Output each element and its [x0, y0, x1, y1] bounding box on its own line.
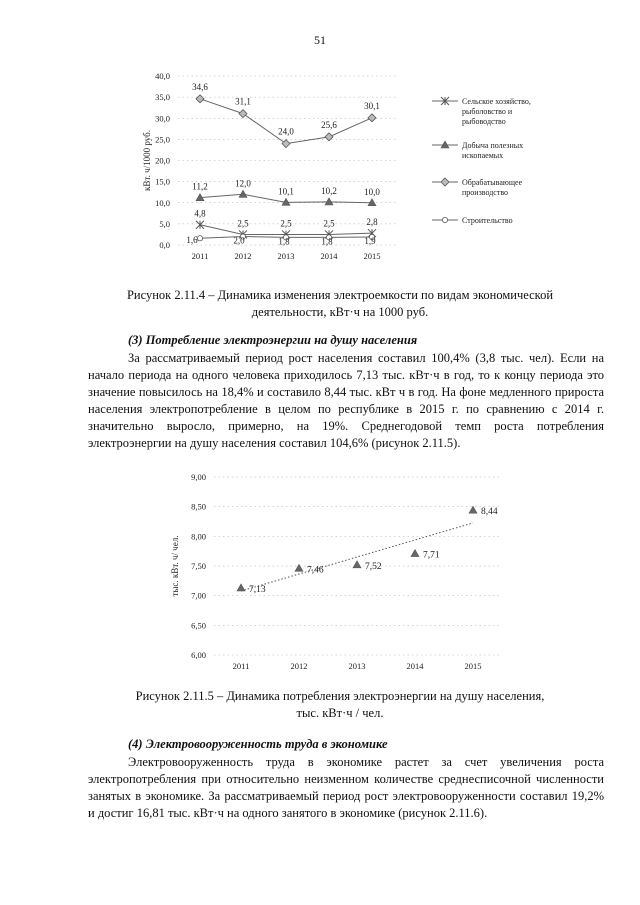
data-label: 34,6 — [192, 81, 208, 92]
data-label: 2,5 — [280, 218, 292, 229]
y-tick-label: 8,50 — [191, 501, 206, 512]
y-tick-label: 15,0 — [155, 176, 170, 187]
x-tick-label: 2014 — [406, 661, 424, 671]
caption-line-1: Рисунок 2.11.5 – Динамика потребления электроэнергии на душу населения, — [135, 689, 545, 703]
figure-2-11-5-caption — [80, 688, 600, 722]
section-3-paragraph: За рассматриваемый период рост населения составил 100,4% (3,8 тыс. чел). Если на начало периода на одного человека приходилось 7,13 тыс. кВт·ч в год, то к концу периода это значение повысилось на 18,4% и составило 8,44 тыс. кВт ч в год. На фоне медленного прироста населения электропотребление в целом по республике в 2015 г. по сравнению с 2014 г. значительно выросло, примерно, на 19%. Среднегодовой темп роста потребления электроэнергии на душу населения составил 104,6% (рисунок 2.11.5). — [88, 351, 604, 450]
x-tick-label: 2011 — [232, 661, 250, 671]
caption-line-2: тыс. кВт·ч / чел. — [296, 706, 384, 720]
data-label: 2,5 — [237, 218, 249, 229]
y-tick-label: 7,50 — [191, 561, 206, 571]
data-label: 7,52 — [365, 561, 382, 572]
data-label: 1,9 — [364, 235, 376, 246]
data-label: 7,46 — [307, 565, 324, 576]
x-tick-label: 2013 — [277, 251, 295, 261]
data-label: 10,1 — [278, 186, 294, 197]
page-number: 51 — [314, 33, 326, 47]
legend-label: рыболовство и — [462, 107, 513, 116]
x-tick-label: 2013 — [348, 661, 366, 671]
data-label: 4,8 — [194, 208, 206, 219]
data-label: 10,2 — [321, 185, 337, 196]
data-label: 1,6 — [186, 235, 198, 246]
x-tick-label: 2015 — [363, 251, 381, 261]
data-label: 2,0 — [233, 235, 245, 246]
x-tick-label: 2011 — [191, 251, 209, 261]
data-label: 25,6 — [321, 119, 337, 130]
data-label: 10,0 — [364, 186, 380, 197]
caption-line-1: Рисунок 2.11.4 – Динамика изменения электроемкости по видам экономической — [126, 288, 554, 302]
data-label: 24,0 — [278, 126, 294, 137]
data-point — [353, 561, 361, 568]
data-label: 1,8 — [278, 236, 290, 247]
data-label: 2,5 — [323, 218, 335, 229]
y-tick-label: 5,0 — [159, 218, 170, 229]
legend-label: Добыча полезных — [462, 141, 524, 150]
section-4-paragraph: Электровооруженность труда в экономике растет за счет увеличения роста электропотребления при относительно неизменном количестве среднесписочной численности занятых в экономике. За рассматриваемый период рост электровооруженности составил 19,2% и достиг 16,81 тыс. кВт·ч на одного занятого в экономике (рисунок 2.11.6). — [88, 755, 604, 820]
legend-label: ископаемых — [462, 151, 504, 160]
y-tick-label: 20,0 — [155, 155, 170, 166]
data-point — [237, 584, 245, 591]
data-label: 1,8 — [321, 236, 333, 247]
data-label: 30,1 — [364, 100, 380, 111]
y-tick-label: 40,0 — [155, 71, 170, 81]
data-label: 12,0 — [235, 178, 251, 189]
y-tick-label: 35,0 — [155, 92, 170, 103]
data-label: 11,2 — [192, 181, 208, 192]
data-point — [469, 506, 477, 513]
legend-label: Строительство — [462, 216, 513, 225]
y-tick-label: 30,0 — [155, 113, 170, 124]
y-tick-label: 0,0 — [159, 240, 170, 250]
data-point — [411, 550, 419, 557]
data-label: 7,71 — [423, 550, 440, 561]
y-tick-label: 6,50 — [191, 620, 206, 631]
y-tick-label: 10,0 — [155, 197, 170, 208]
x-tick-label: 2012 — [290, 661, 308, 671]
data-label: 7,13 — [249, 584, 266, 595]
y-axis-label: кВт. ч/1000 руб. — [142, 129, 152, 192]
section-4-heading: (4) Электровооруженность труда в экономике — [128, 737, 388, 751]
legend-label: Обрабатывающее — [462, 178, 523, 187]
y-tick-label: 25,0 — [155, 134, 170, 145]
data-point — [295, 564, 303, 571]
y-tick-label: 7,00 — [191, 590, 206, 601]
y-tick-label: 9,00 — [191, 472, 206, 482]
legend-label: рыбоводство — [462, 117, 506, 126]
legend-label: Сельское хозяйство, — [462, 97, 531, 106]
x-tick-label: 2015 — [464, 661, 482, 671]
section-3-heading: (3) Потребление электроэнергии на душу населения — [128, 333, 418, 347]
y-tick-label: 6,00 — [191, 650, 206, 660]
y-axis-label: тыс. кВт. ч/ чел. — [170, 535, 180, 597]
data-label: 8,44 — [481, 507, 498, 518]
x-tick-label: 2014 — [320, 251, 338, 261]
data-label: 31,1 — [235, 96, 251, 107]
y-tick-label: 8,00 — [191, 531, 206, 542]
data-label: 2,8 — [366, 217, 378, 228]
x-tick-label: 2012 — [234, 251, 252, 261]
caption-line-2: деятельности, кВт·ч на 1000 руб. — [251, 305, 429, 319]
legend-label: производство — [462, 188, 509, 197]
